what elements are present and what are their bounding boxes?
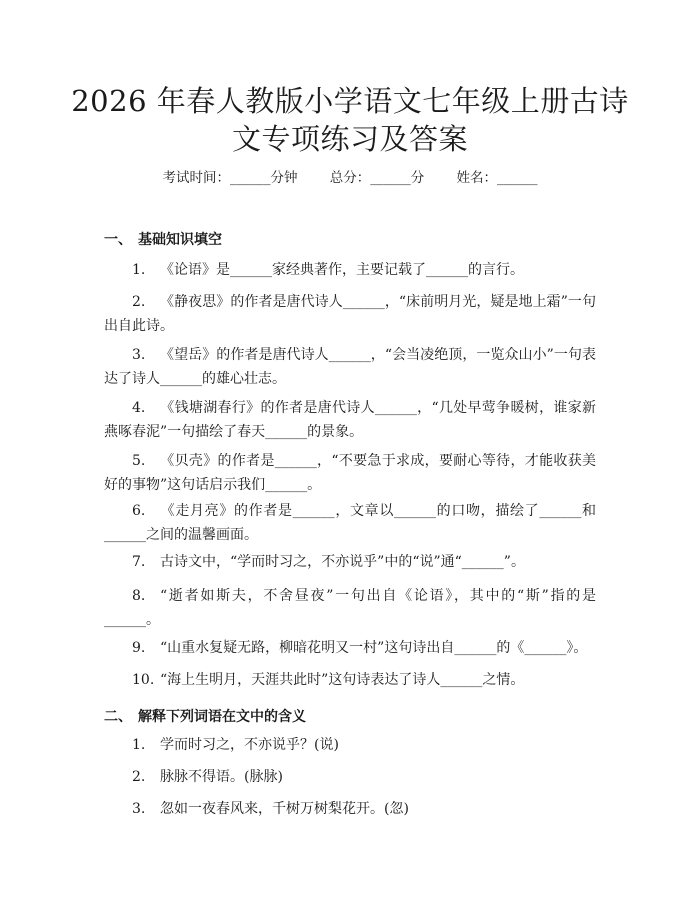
question-item bbox=[104, 584, 596, 632]
question-text: 《贝壳》的作者是______，“不要急于求成，要耐心等待，才能收获美好的事物”这句话启示我们______。 bbox=[104, 453, 596, 493]
question-number: 8. bbox=[132, 588, 146, 604]
question-text: 《走月亮》的作者是______，文章以______的口吻，描绘了______和______之间的温馨画面。 bbox=[104, 503, 596, 543]
question-text: 《论语》是______家经典著作，主要记载了______的言行。 bbox=[160, 262, 524, 278]
question-number: 10. bbox=[132, 672, 155, 688]
question-number: 4. bbox=[132, 400, 146, 416]
question-number: 2. bbox=[132, 769, 146, 785]
section-heading bbox=[104, 230, 222, 250]
section-title-text: 解释下列词语在文中的含义 bbox=[138, 709, 306, 725]
question-number: 5. bbox=[132, 453, 146, 469]
question-text: “逝者如斯夫，不舍昼夜”一句出自《论语》，其中的“斯”指的是______。 bbox=[104, 588, 596, 628]
question-item bbox=[104, 396, 596, 444]
question-item bbox=[104, 668, 596, 692]
question-item bbox=[104, 290, 596, 338]
question-number: 3. bbox=[132, 801, 146, 817]
question-text: 脉脉不得语。(脉脉) bbox=[160, 769, 283, 785]
exam-info-line bbox=[0, 168, 700, 188]
question-number: 9. bbox=[132, 640, 146, 656]
question-number: 1. bbox=[132, 262, 146, 278]
question-number: 7. bbox=[132, 554, 146, 570]
question-number: 3. bbox=[132, 347, 146, 363]
exam-time: 考试时间：______分钟 bbox=[162, 170, 298, 186]
question-text: 《望岳》的作者是唐代诗人______，“会当凌绝顶，一览众山小”一句表达了诗人______的雄心壮志。 bbox=[104, 347, 596, 387]
question-item bbox=[104, 765, 596, 789]
question-number: 1. bbox=[132, 737, 146, 753]
question-item bbox=[104, 797, 596, 821]
student-name: 姓名：______ bbox=[456, 170, 538, 186]
question-text: 《钱塘湖春行》的作者是唐代诗人______，“几处早莺争暖树，谁家新燕啄春泥”一句描绘了春天______的景象。 bbox=[104, 400, 596, 440]
question-item bbox=[104, 449, 596, 497]
question-item bbox=[104, 499, 596, 547]
section-heading bbox=[104, 707, 306, 727]
section-number: 二、 bbox=[104, 709, 132, 725]
exam-total-score: 总分：______分 bbox=[329, 170, 425, 186]
section-number: 一、 bbox=[104, 232, 132, 248]
question-text: 古诗文中，“学而时习之，不亦说乎”中的“说”通“______”。 bbox=[160, 554, 525, 570]
question-item bbox=[104, 343, 596, 391]
question-number: 6. bbox=[132, 503, 146, 519]
question-text: 忽如一夜春风来，千树万树梨花开。(忽) bbox=[160, 801, 409, 817]
question-item bbox=[104, 550, 596, 574]
section-title-text: 基础知识填空 bbox=[138, 232, 222, 248]
question-text: 学而时习之，不亦说乎？(说) bbox=[160, 737, 339, 753]
question-item bbox=[104, 258, 596, 282]
question-text: 《静夜思》的作者是唐代诗人______，“床前明月光，疑是地上霜”一句出自此诗。 bbox=[104, 294, 596, 334]
question-item bbox=[104, 733, 596, 757]
question-item bbox=[104, 636, 596, 660]
question-text: “山重水复疑无路，柳暗花明又一村”这句诗出自______的《______》。 bbox=[160, 640, 588, 656]
question-number: 2. bbox=[132, 294, 146, 310]
page-title: 2026 年春人教版小学语文七年级上册古诗文专项练习及答案 bbox=[71, 84, 629, 156]
question-text: “海上生明月，天涯共此时”这句诗表达了诗人______之情。 bbox=[160, 672, 525, 688]
